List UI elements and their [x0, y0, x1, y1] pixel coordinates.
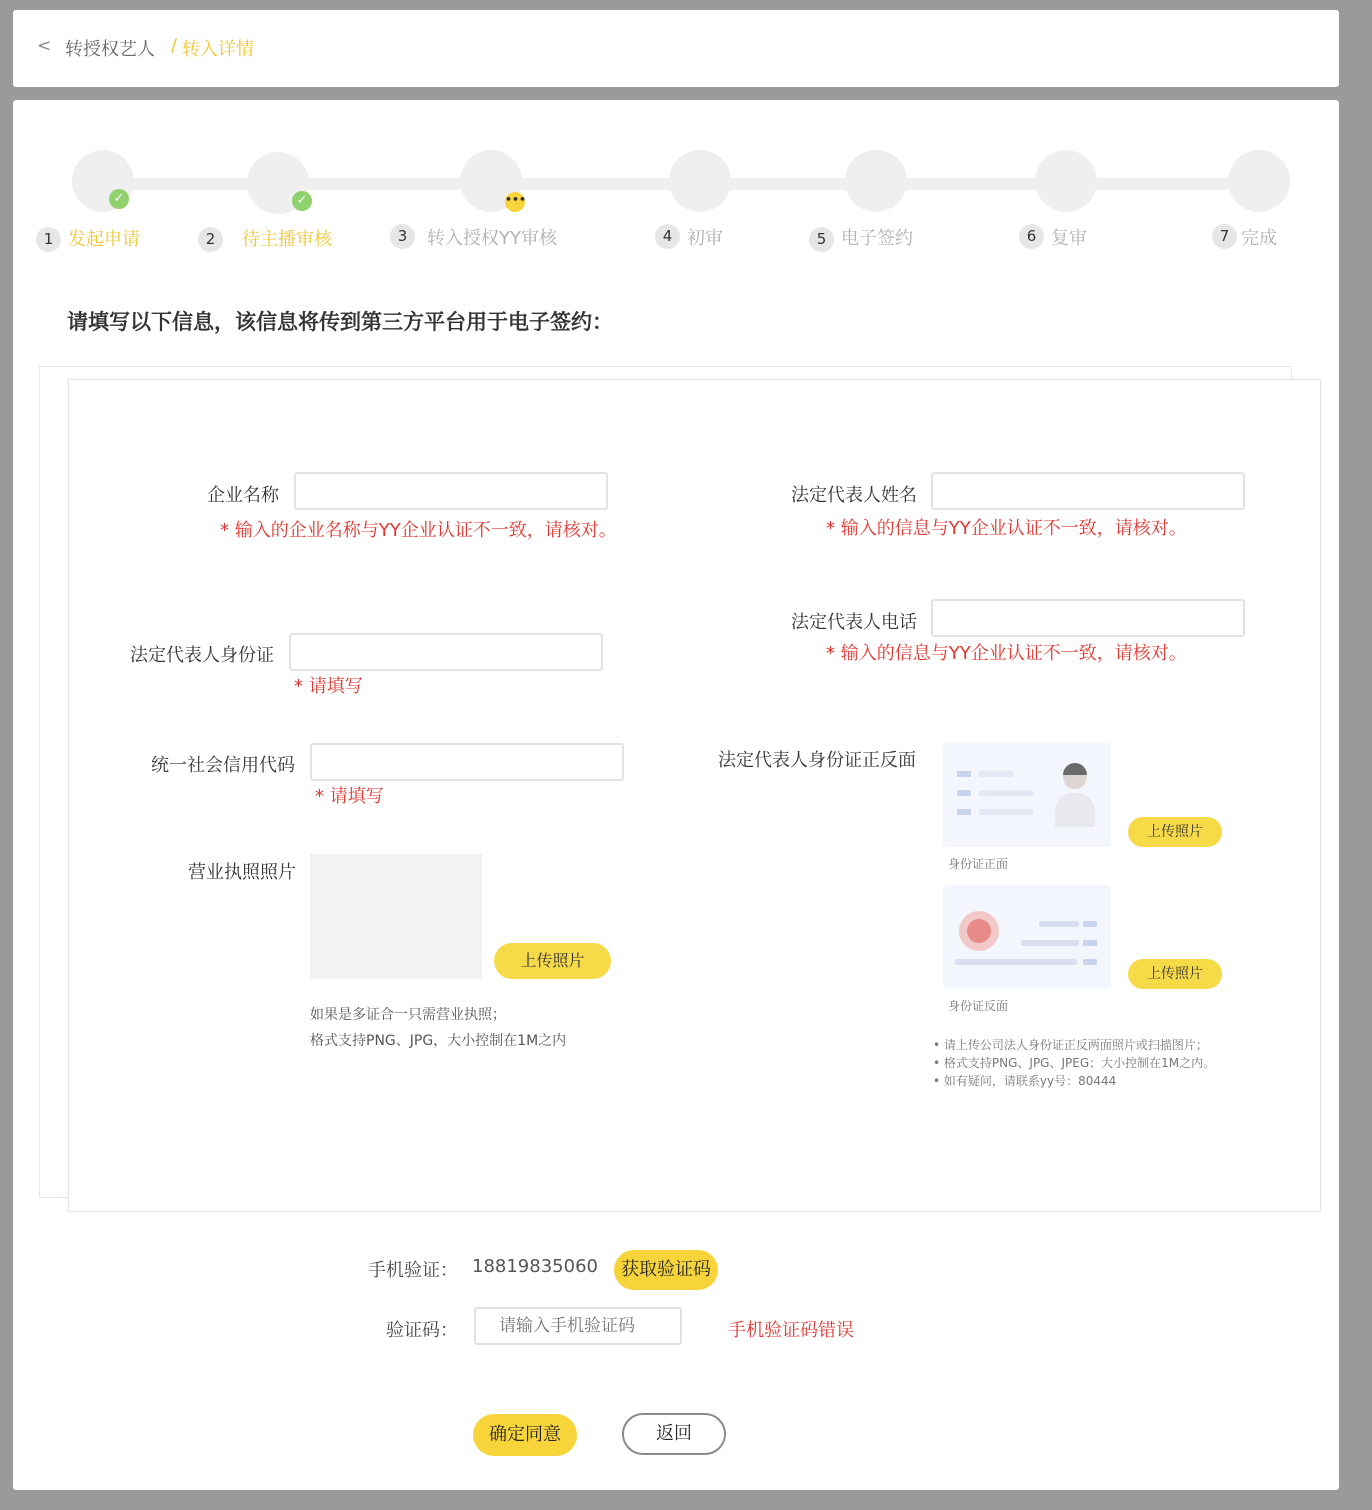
step-7-number: 7	[1212, 224, 1237, 249]
step-3-number: 3	[390, 224, 415, 249]
step-2-label: 待主播审核	[242, 229, 332, 250]
breadcrumb-separator: /	[171, 35, 178, 56]
id-back-upload-button[interactable]: 上传照片	[1128, 959, 1222, 989]
company-name-input[interactable]	[294, 472, 608, 510]
breadcrumb-current: 转入详情	[182, 39, 254, 60]
id-front-caption: 身份证正面	[948, 857, 1009, 871]
check-icon: ✓	[109, 189, 129, 209]
check-icon: ✓	[292, 191, 312, 211]
company-name-label: 企业名称	[207, 485, 279, 506]
step-5-number: 5	[809, 227, 834, 252]
credit-code-input[interactable]	[310, 743, 624, 781]
legal-rep-name-input[interactable]	[931, 472, 1245, 510]
ellipsis-icon: •••	[505, 192, 525, 212]
return-button[interactable]: 返回	[622, 1413, 726, 1455]
step-6-number: 6	[1019, 224, 1044, 249]
id-photos-tip-3: • 如有疑问，请联系yy号：80444	[933, 1074, 1117, 1088]
legal-rep-name-label: 法定代表人姓名	[791, 485, 917, 506]
credit-code-error: * 请填写	[315, 786, 384, 807]
step-4-circle	[669, 150, 731, 212]
id-photos-tip-2: • 格式支持PNG、JPG、JPEG；大小控制在1M之内。	[933, 1056, 1216, 1070]
license-upload-button[interactable]: 上传照片	[494, 943, 611, 979]
main-card	[13, 100, 1339, 1490]
id-back-caption: 身份证反面	[948, 999, 1009, 1013]
legal-rep-phone-error: * 输入的信息与YY企业认证不一致，请核对。	[826, 643, 1187, 664]
company-name-error: * 输入的企业名称与YY企业认证不一致，请核对。	[220, 520, 617, 541]
code-label: 验证码：	[386, 1320, 458, 1341]
license-photo-label: 营业执照照片	[188, 862, 296, 883]
step-4-label: 初审	[687, 228, 723, 249]
legal-rep-phone-label: 法定代表人电话	[791, 612, 917, 633]
breadcrumb-parent-link[interactable]: 转授权艺人	[65, 39, 155, 60]
form-intro-heading: 请填写以下信息，该信息将传到第三方平台用于电子签约：	[67, 310, 613, 334]
step-2-number: 2	[198, 227, 223, 252]
breadcrumb-bar	[13, 10, 1339, 87]
legal-rep-id-input[interactable]	[289, 633, 603, 671]
license-note-2: 格式支持PNG、JPG，大小控制在1M之内	[310, 1033, 567, 1049]
id-photos-label: 法定代表人身份证正反面	[718, 750, 916, 771]
step-1-number: 1	[36, 227, 61, 252]
id-back-sample	[943, 885, 1111, 989]
step-6-circle	[1035, 150, 1097, 212]
legal-rep-name-error: * 输入的信息与YY企业认证不一致，请核对。	[826, 518, 1187, 539]
person-silhouette-icon	[1053, 761, 1097, 827]
step-3-label: 转入授权YY审核	[427, 228, 557, 249]
id-photos-tip-1: • 请上传公司法人身份证正反两面照片或扫描图片；	[933, 1038, 1208, 1052]
license-note-1: 如果是多证合一只需营业执照；	[310, 1007, 506, 1023]
step-1-label: 发起申请	[68, 229, 140, 250]
phone-verify-label: 手机验证：	[368, 1260, 458, 1281]
confirm-agree-button[interactable]: 确定同意	[473, 1414, 577, 1456]
step-5-circle	[845, 150, 907, 212]
code-error: 手机验证码错误	[728, 1320, 854, 1341]
step-6-label: 复审	[1051, 228, 1087, 249]
phone-number: 18819835060	[472, 1256, 598, 1277]
step-4-number: 4	[655, 224, 680, 249]
step-7-circle	[1228, 150, 1290, 212]
id-front-sample	[943, 743, 1111, 847]
get-code-button[interactable]: 获取验证码	[614, 1250, 718, 1290]
credit-code-label: 统一社会信用代码	[151, 755, 295, 776]
back-chevron-icon[interactable]: <	[37, 36, 52, 56]
step-5-label: 电子签约	[841, 228, 913, 249]
emblem-icon	[959, 911, 999, 951]
license-photo-preview	[310, 854, 482, 979]
step-7-label: 完成	[1241, 228, 1277, 249]
legal-rep-id-error: * 请填写	[294, 676, 363, 697]
legal-rep-id-label: 法定代表人身份证	[130, 645, 274, 666]
legal-rep-phone-input[interactable]	[931, 599, 1245, 637]
code-input[interactable]	[474, 1307, 682, 1345]
id-front-upload-button[interactable]: 上传照片	[1128, 817, 1222, 847]
